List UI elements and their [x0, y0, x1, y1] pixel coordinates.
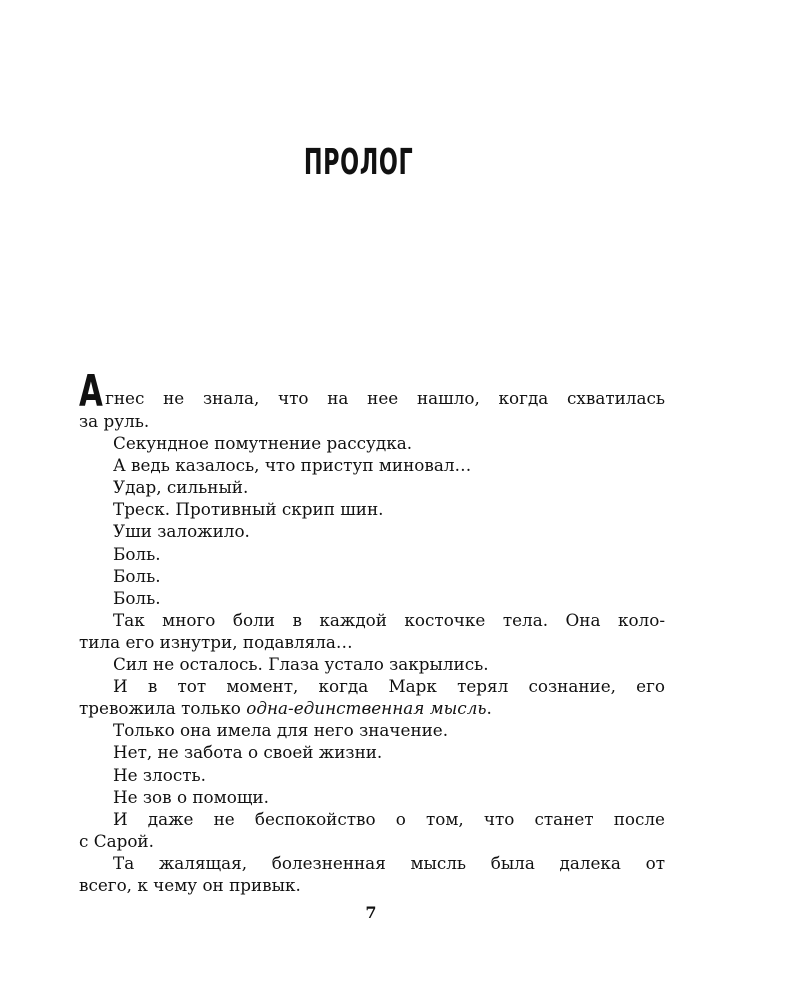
- paragraph-3: А ведь казалось, что приступ миновал…: [113, 455, 472, 476]
- paragraph-13: Только она имела для него значение.: [113, 720, 449, 741]
- paragraph-11: Сил не осталось. Глаза устало закрылись.: [113, 654, 489, 675]
- paragraph-10: [79, 609, 665, 653]
- paragraph-5: Треск. Противный скрип шин.: [113, 499, 384, 520]
- paragraph-line: за руль.: [79, 411, 150, 431]
- paragraph-line: Та жалящая, болезненная мысль была далека от: [113, 852, 665, 873]
- paragraph-6: Уши заложило.: [113, 521, 250, 542]
- page-number: 7: [365, 903, 377, 922]
- paragraph-line: [79, 366, 665, 417]
- paragraph-line: И в тот момент, когда Марк терял сознание, его: [113, 676, 665, 697]
- paragraph-line: тила его изнутри, подавляла…: [79, 631, 353, 652]
- paragraph-line: И даже не беспокойство о том, что станет после: [113, 808, 665, 829]
- emphasis-text: одна-единственная мысль: [246, 698, 487, 719]
- paragraph-line: с Сарой.: [79, 830, 154, 851]
- paragraph-18: [79, 852, 665, 896]
- paragraph-8: Боль.: [113, 565, 161, 586]
- paragraph-14: Нет, не забота о своей жизни.: [113, 742, 383, 763]
- paragraph-7: Боль.: [113, 543, 161, 564]
- drop-cap: А: [79, 366, 103, 417]
- body-text: [79, 366, 665, 896]
- paragraph-line: [79, 697, 665, 719]
- paragraph-2: Секундное помутнение рассудка.: [113, 433, 413, 454]
- paragraph-line: Так много боли в каждой косточке тела. Она коло-: [113, 609, 665, 630]
- paragraph-15: Не злость.: [113, 764, 206, 785]
- paragraph-4: Удар, сильный.: [113, 477, 249, 498]
- paragraph-text: гнес не знала, что на нее нашло, когда схватилась: [105, 388, 665, 408]
- paragraph-16: Не зов о помощи.: [113, 786, 269, 807]
- paragraph-text: .: [486, 698, 492, 719]
- paragraph-17: [79, 808, 665, 852]
- paragraph-12: [79, 675, 665, 719]
- paragraph-text: тревожила только: [79, 698, 247, 719]
- paragraph-line: всего, к чему он привык.: [79, 874, 301, 895]
- page-title: ПРОЛОГ: [303, 142, 414, 183]
- paragraph-1: [79, 366, 665, 432]
- paragraph-9: Боль.: [113, 587, 161, 608]
